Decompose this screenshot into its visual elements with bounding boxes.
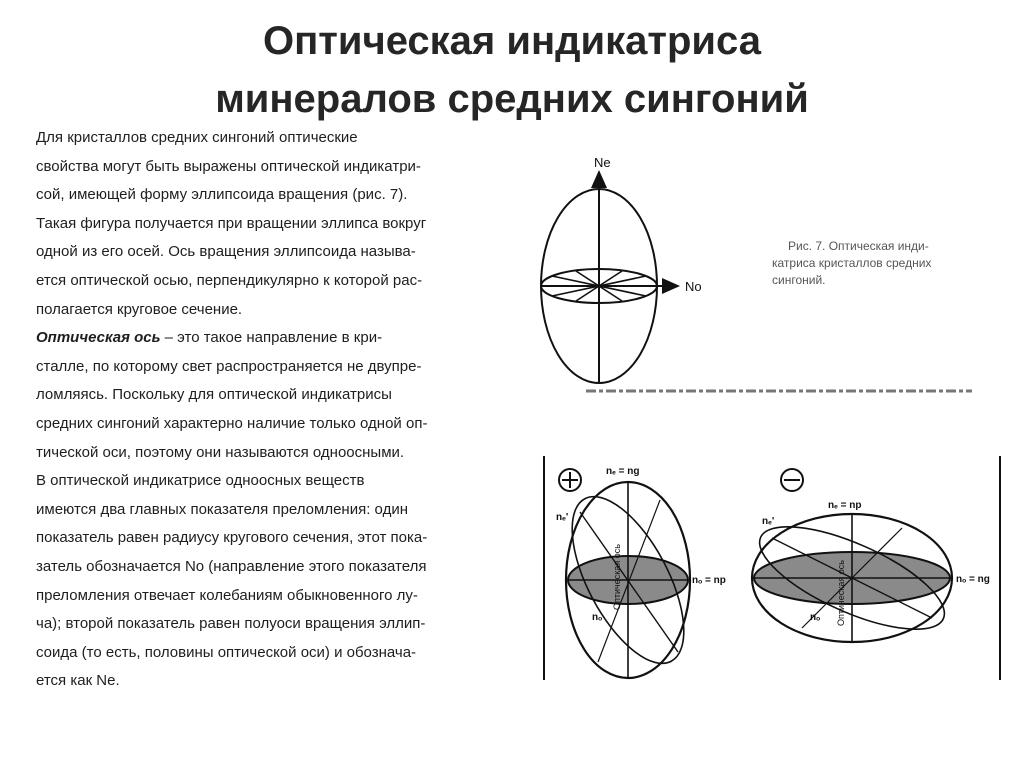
negative-indicatrix <box>747 469 990 650</box>
figure-uniaxial-signs-drawing <box>540 452 1004 684</box>
axis-no-label: No <box>685 279 702 294</box>
lower-label: nₒ <box>592 612 603 623</box>
text-line: одной из его осей. Ось вращения эллипсоида называ- <box>36 243 416 261</box>
figure-caption-line: катриса кристаллов средних <box>772 256 932 270</box>
text-line: показатель равен радиусу кругового сечения, этот пока- <box>36 529 428 547</box>
figure-uniaxial-signs <box>540 452 1004 684</box>
figure-caption-line: Рис. 7. Оптическая инди- <box>788 239 929 253</box>
top-label: nₑ = np <box>828 500 862 511</box>
right-label: nₒ = ng <box>956 574 990 585</box>
figure-7-drawing <box>536 148 976 396</box>
text-line: затель обозначается No (направление этого показателя <box>36 557 427 575</box>
side-label: nₑ' <box>556 512 569 523</box>
title-line-2: минералов средних сингоний <box>215 77 809 121</box>
title-line-1: Оптическая индикатриса <box>263 19 761 63</box>
text-line <box>36 324 526 353</box>
optical-axis-term: Оптическая ось <box>36 329 161 347</box>
text-line: сталле, по которому свет распространяется не двупре- <box>36 357 422 375</box>
text-line: ча); второй показатель равен полуоси вращения эллип- <box>36 615 426 633</box>
text-line: В оптической индикатрисе одноосных веществ <box>36 472 365 490</box>
text-line: тической оси, поэтому они называются одноосными. <box>36 443 405 461</box>
text-line: ется оптической осью, перпендикулярно к которой рас- <box>36 271 423 289</box>
text-line: свойства могут быть выражены оптической индикатри- <box>36 157 421 175</box>
text-line: сой, имеющей форму эллипсоида вращения (рис. 7). <box>36 186 408 204</box>
side-label: nₑ' <box>762 516 775 527</box>
figure-caption-line: сингоний. <box>772 273 826 287</box>
right-label: nₒ = np <box>692 575 726 586</box>
optical-axis-label: Оптическая ось <box>836 560 846 626</box>
text-line: преломления отвечает колебаниям обыкновенного лу- <box>36 586 418 604</box>
text-line: ломляясь. Поскольку для оптической индикатрисы <box>36 386 392 404</box>
text-line: Такая фигура получается при вращении эллипса вокруг <box>36 214 427 232</box>
optical-axis-label: Оптическая ось <box>612 544 622 610</box>
axis-ne-label: Ne <box>594 155 611 170</box>
top-label: nₑ = ng <box>606 466 640 477</box>
optical-axis-definition: – это такое направление в кри- <box>160 329 383 347</box>
text-line: Для кристаллов средних сингоний оптические <box>36 129 358 146</box>
text-line: полагается круговое сечение. <box>36 300 243 318</box>
text-line: средних сингоний характерно наличие только одной оп- <box>36 414 428 432</box>
lower-label: nₒ <box>810 612 821 623</box>
figure-7 <box>536 148 976 396</box>
text-line: ется как Ne. <box>36 672 120 690</box>
slide-title <box>0 12 1024 128</box>
text-line: имеются два главных показателя преломления: один <box>36 500 408 518</box>
positive-indicatrix <box>549 466 725 680</box>
body-text <box>36 124 526 696</box>
text-line: соида (то есть, половины оптической оси) и обознача- <box>36 643 417 661</box>
